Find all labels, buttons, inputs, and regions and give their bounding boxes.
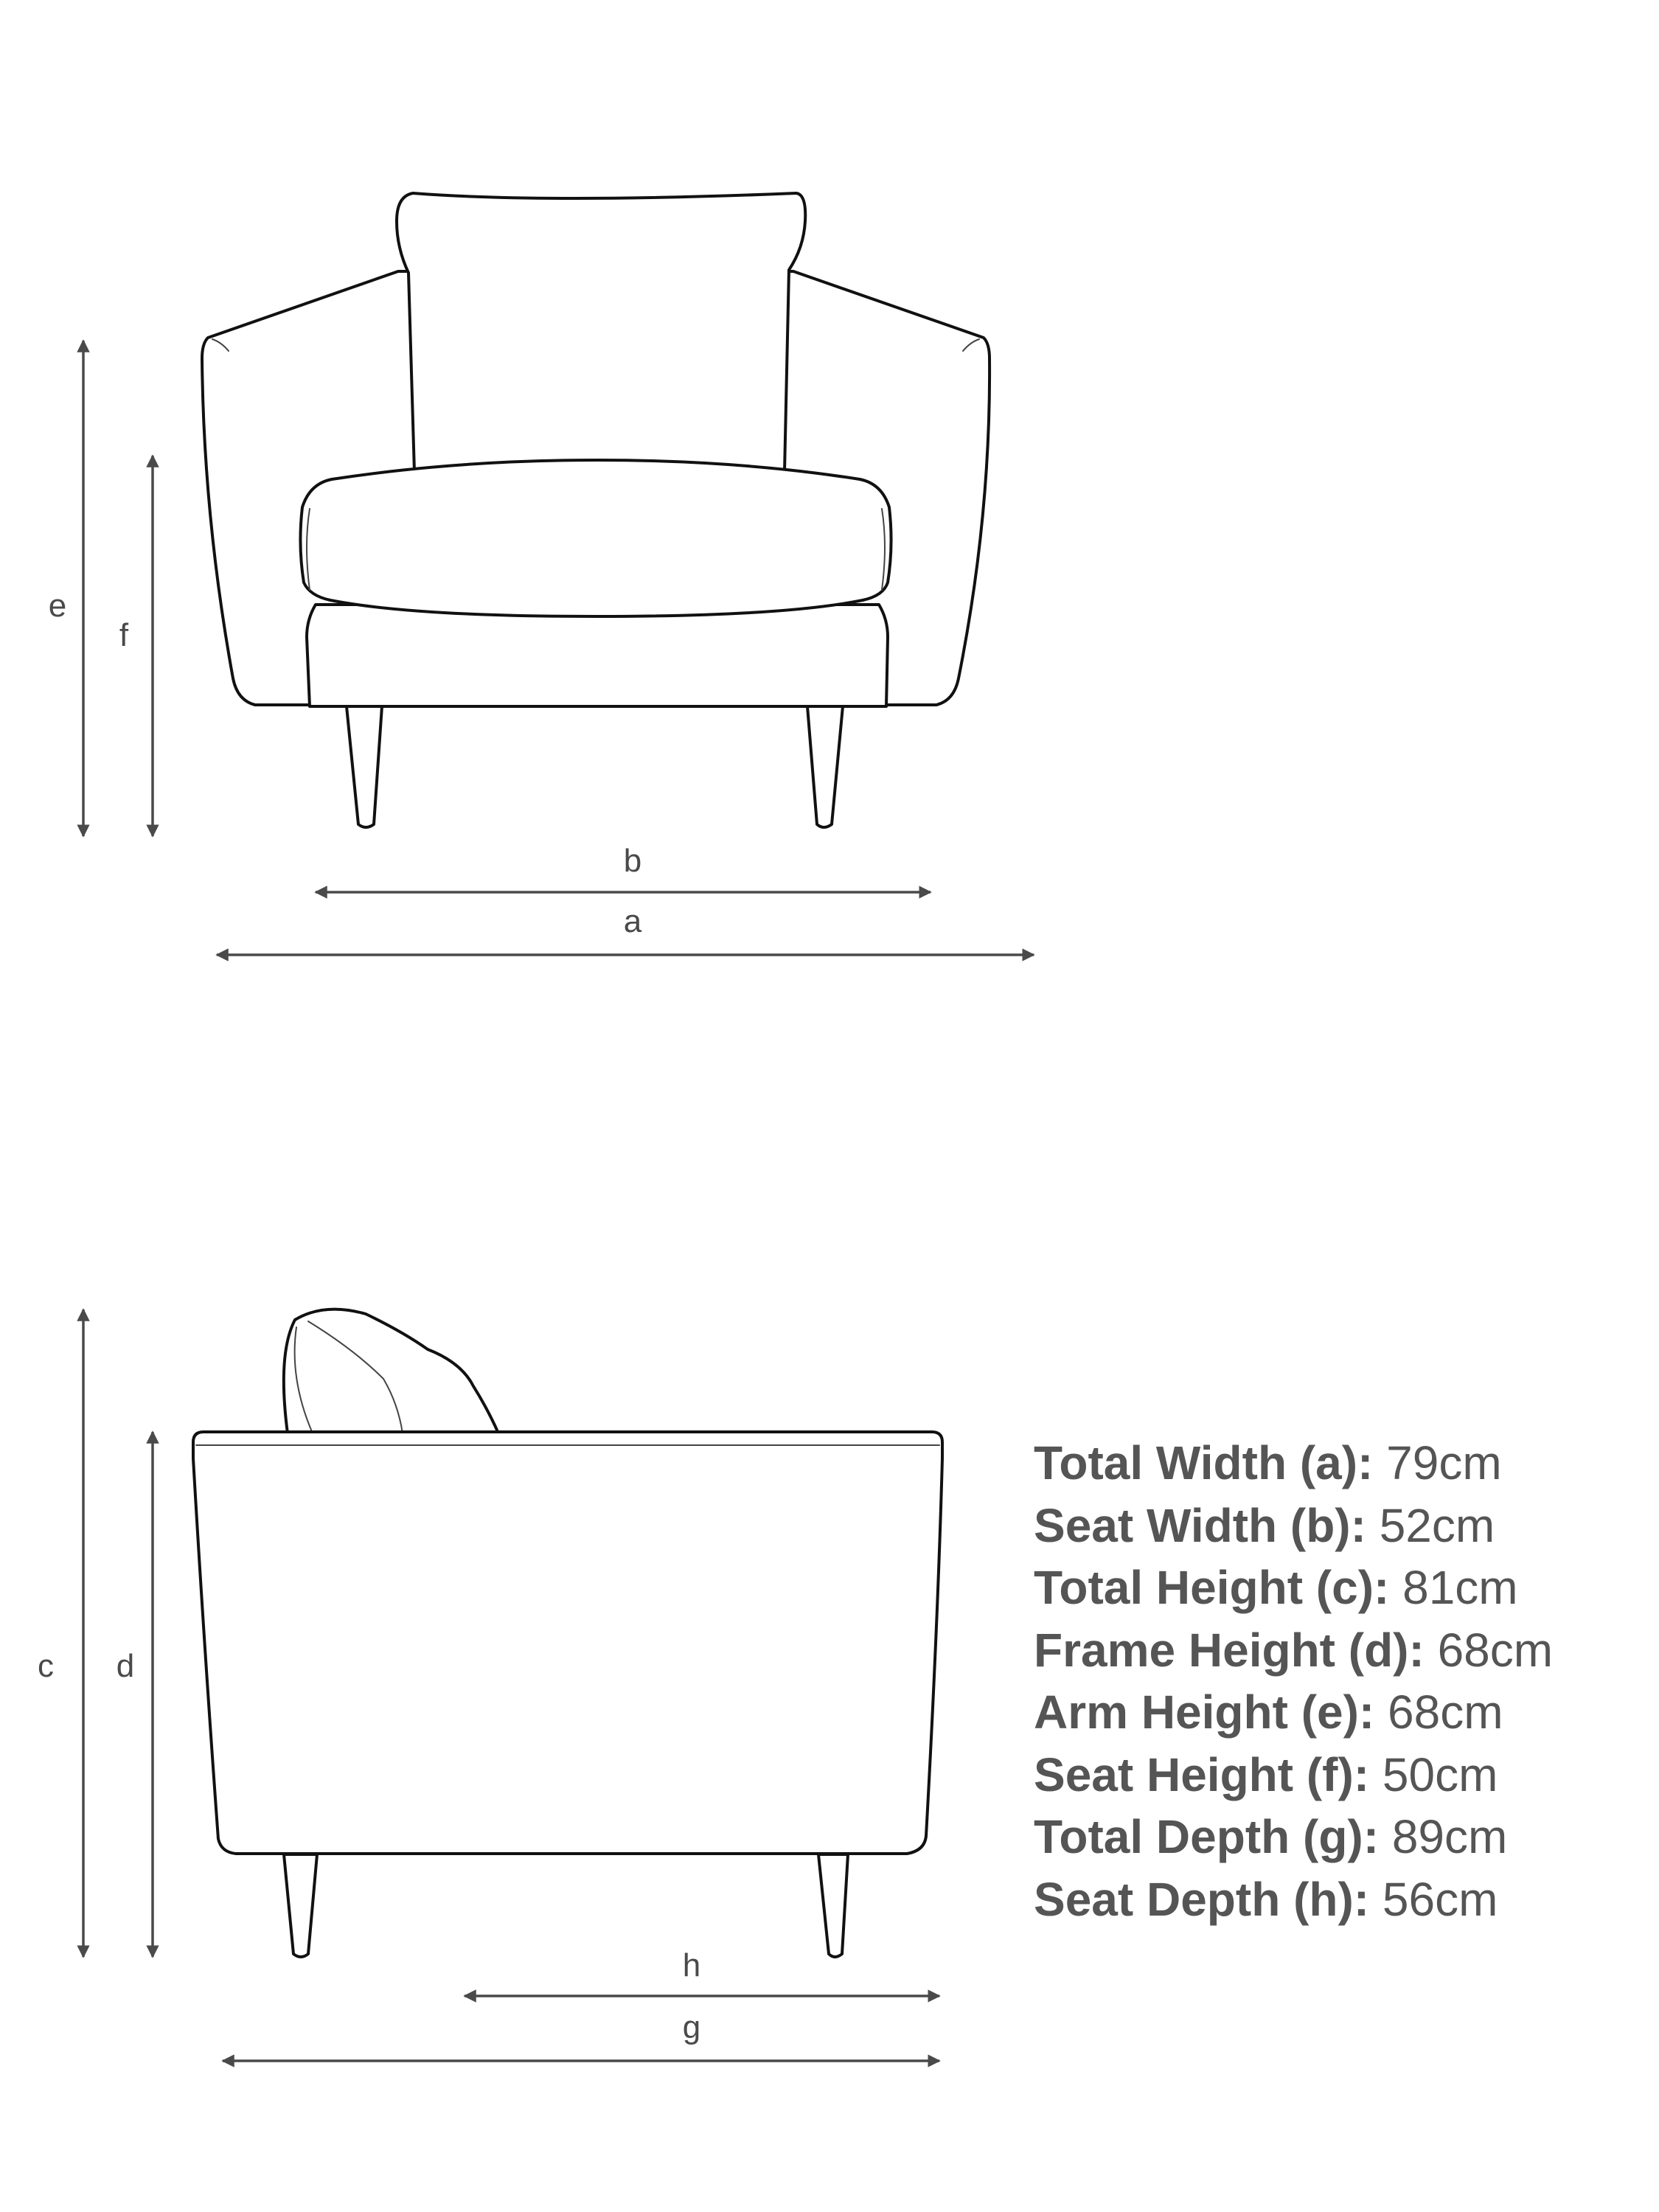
spec-total-width bbox=[1034, 1432, 1553, 1495]
spec-label: Arm Height (e): bbox=[1034, 1686, 1375, 1739]
spec-seat-depth bbox=[1034, 1868, 1553, 1931]
front-back-cushion bbox=[397, 193, 805, 472]
spec-value: 50cm bbox=[1382, 1747, 1498, 1801]
spec-value: 81cm bbox=[1402, 1561, 1518, 1614]
spec-value: 79cm bbox=[1386, 1436, 1502, 1489]
front-seat-cushion bbox=[300, 460, 891, 616]
spec-label: Frame Height (d): bbox=[1034, 1623, 1425, 1677]
spec-label: Total Depth (g): bbox=[1034, 1810, 1380, 1863]
spec-value: 68cm bbox=[1388, 1686, 1503, 1739]
spec-seat-height bbox=[1034, 1744, 1553, 1806]
spec-label: Total Height (c): bbox=[1034, 1561, 1390, 1614]
side-view bbox=[193, 1310, 942, 1957]
spec-seat-width bbox=[1034, 1495, 1553, 1557]
spec-value: 52cm bbox=[1379, 1498, 1495, 1552]
front-view bbox=[202, 193, 990, 827]
dimension-label-a: a bbox=[623, 903, 642, 939]
spec-label: Seat Depth (h): bbox=[1034, 1872, 1370, 1926]
spec-total-height bbox=[1034, 1557, 1553, 1619]
side-chair-frame bbox=[193, 1432, 942, 1854]
dimension-label-g: g bbox=[682, 2009, 701, 2045]
spec-arm-height bbox=[1034, 1681, 1553, 1744]
spec-total-depth bbox=[1034, 1806, 1553, 1868]
dimension-label-d: d bbox=[116, 1648, 135, 1684]
dimensions-spec-list bbox=[1034, 1432, 1553, 1930]
dimension-label-c: c bbox=[38, 1648, 54, 1684]
front-right-leg bbox=[807, 706, 843, 827]
side-front-leg bbox=[284, 1854, 317, 1957]
side-back-leg bbox=[818, 1854, 848, 1957]
dimension-label-h: h bbox=[682, 1947, 701, 1983]
side-back-cushion bbox=[284, 1310, 498, 1433]
spec-value: 56cm bbox=[1382, 1872, 1498, 1926]
spec-label: Seat Height (f): bbox=[1034, 1747, 1370, 1801]
dimension-label-e: e bbox=[48, 588, 67, 624]
spec-value: 68cm bbox=[1437, 1623, 1554, 1677]
front-base-panel bbox=[307, 605, 888, 706]
front-left-leg bbox=[347, 706, 382, 827]
spec-frame-height bbox=[1034, 1619, 1553, 1682]
spec-label: Seat Width (b): bbox=[1034, 1498, 1366, 1552]
dimension-label-f: f bbox=[119, 617, 129, 653]
spec-label: Total Width (a): bbox=[1034, 1436, 1374, 1489]
dimension-label-b: b bbox=[623, 843, 642, 879]
spec-value: 89cm bbox=[1391, 1810, 1508, 1863]
